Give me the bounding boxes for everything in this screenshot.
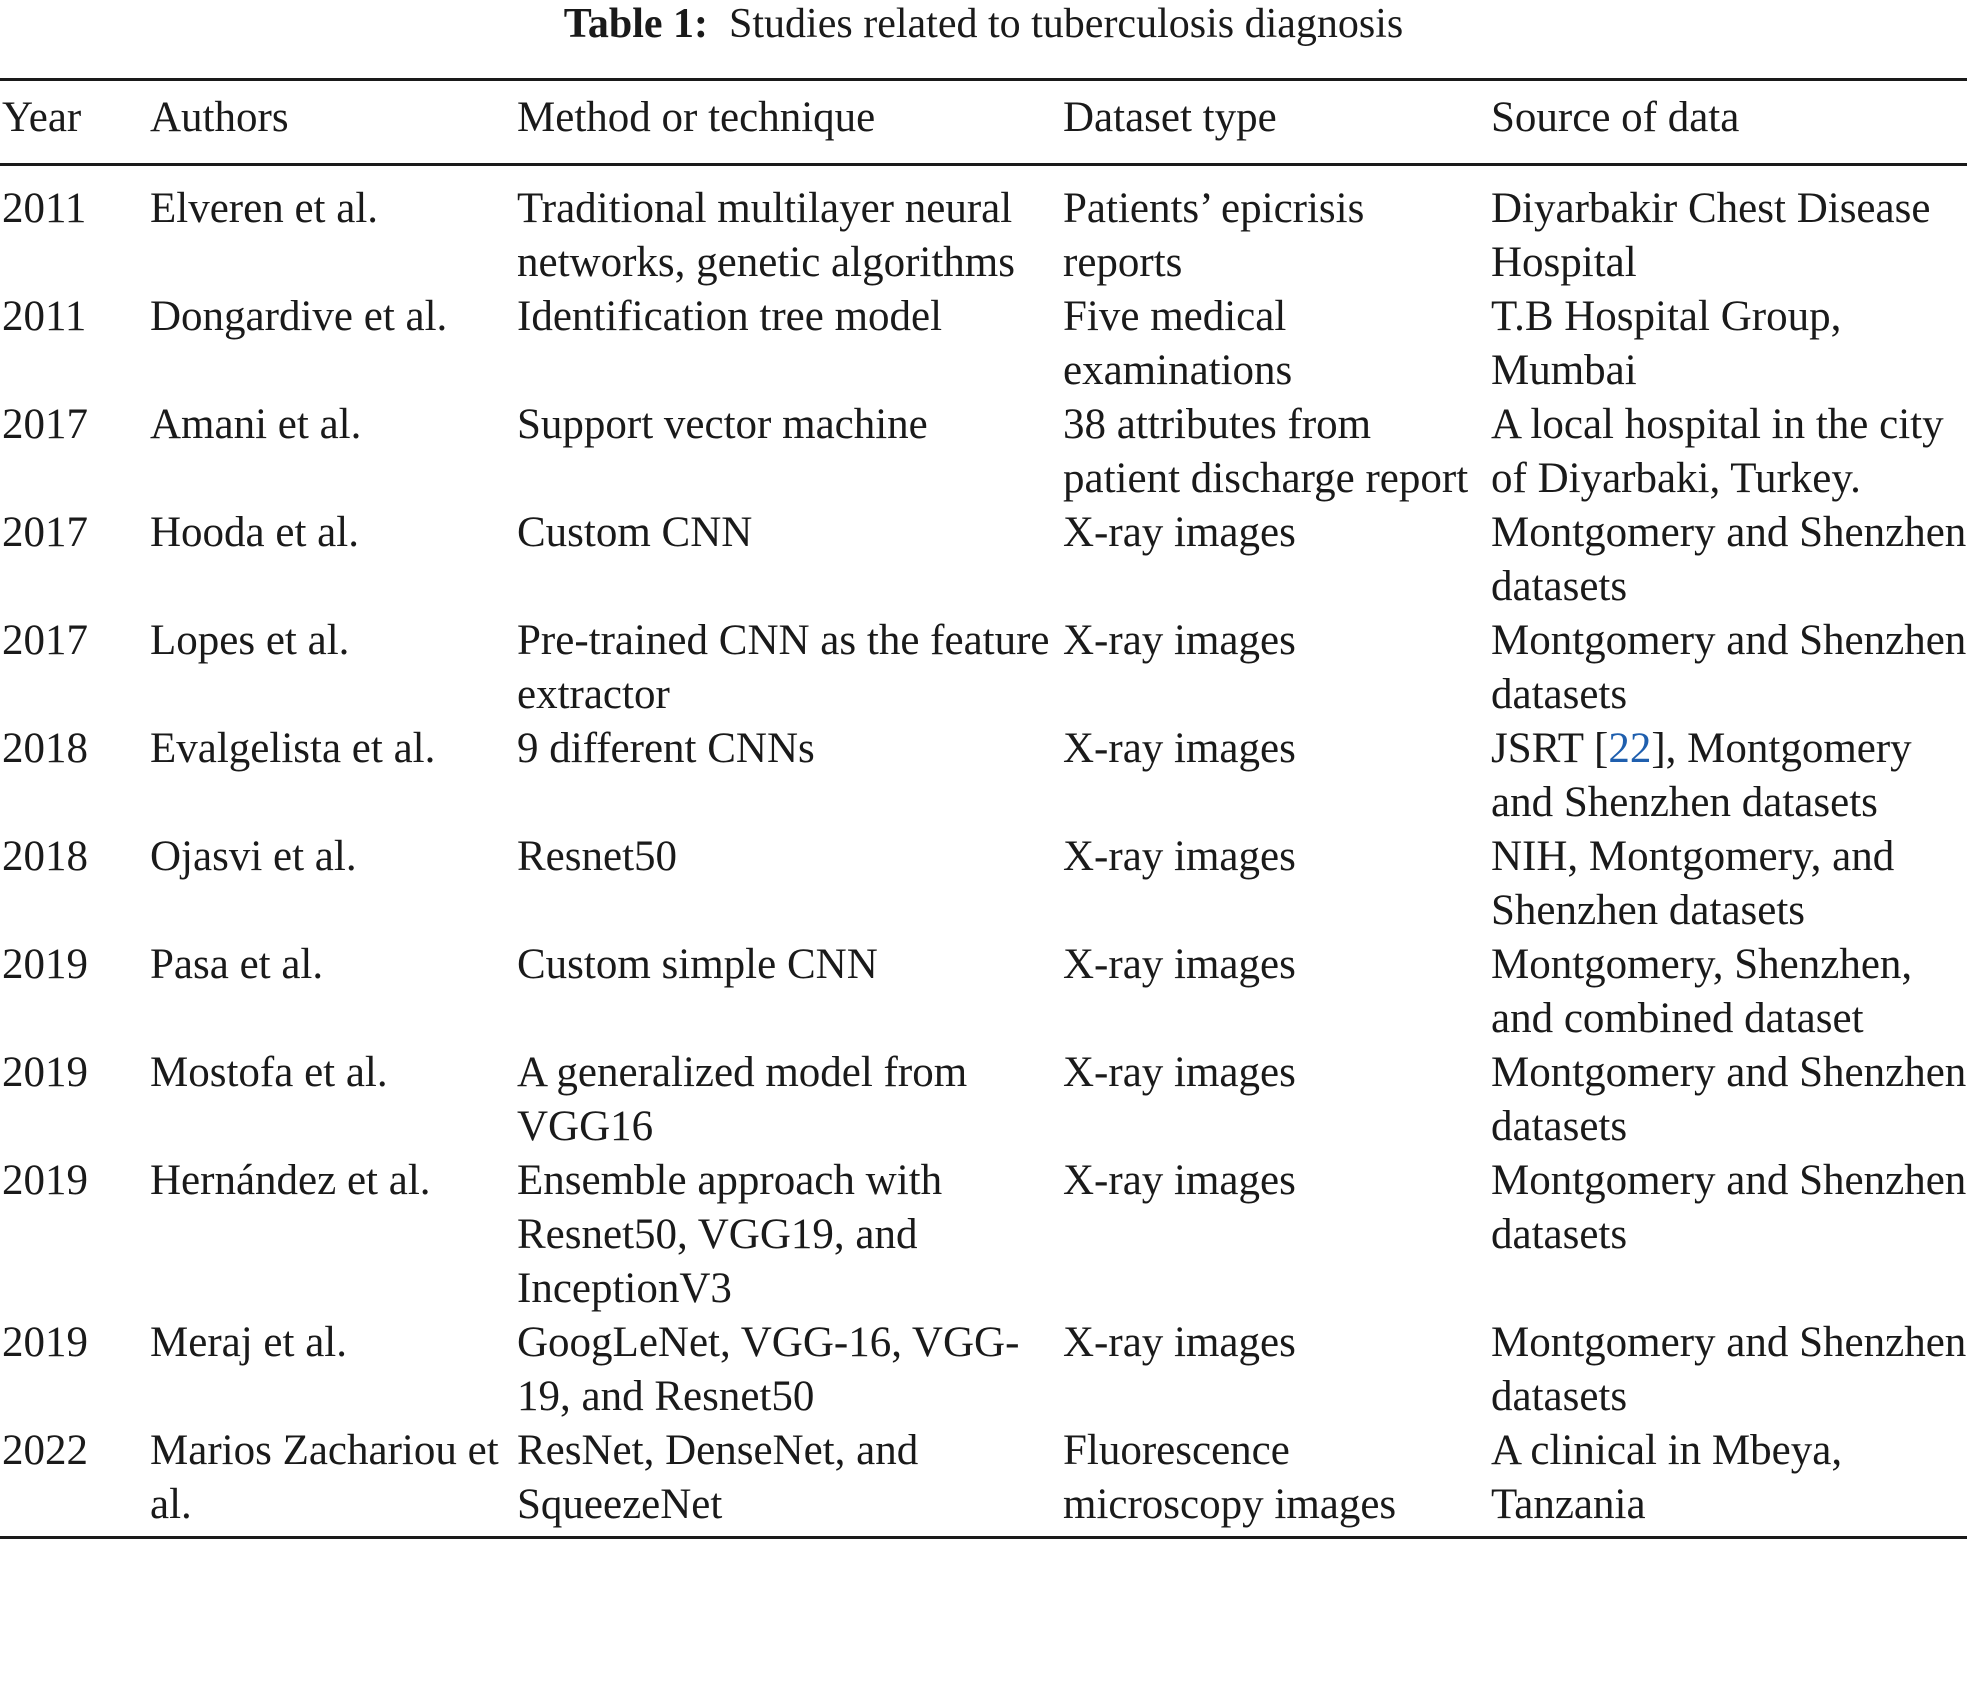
cell-year: 2017 — [2, 509, 88, 556]
cell-method: Identification tree model — [517, 293, 943, 340]
cell-authors: Meraj et al. — [150, 1319, 347, 1366]
cell-year: 2019 — [2, 1319, 88, 1366]
cell-year: 2011 — [2, 293, 87, 340]
cell-dataset: 38 attributes from patient discharge report — [1063, 401, 1469, 502]
column-header-year: Year — [2, 94, 82, 141]
cell-source: Montgomery and Shenzhen datasets — [1491, 509, 1967, 610]
cell-dataset: X-ray images — [1063, 1157, 1296, 1204]
cell-method: Resnet50 — [517, 833, 678, 880]
table-row — [0, 614, 1967, 722]
source-text-pre: JSRT [ — [1491, 725, 1609, 772]
studies-table — [0, 78, 1967, 1539]
column-header-authors: Authors — [150, 94, 289, 141]
table-row — [0, 830, 1967, 938]
table-row — [0, 1424, 1967, 1538]
cell-dataset: X-ray images — [1063, 833, 1296, 880]
cell-year: 2022 — [2, 1427, 88, 1474]
cell-authors: Evalgelista et al. — [150, 725, 436, 772]
table-row — [0, 506, 1967, 614]
cell-dataset: Patients’ epicrisis reports — [1063, 185, 1365, 286]
cell-authors: Dongardive et al. — [150, 293, 448, 340]
cell-dataset: X-ray images — [1063, 725, 1296, 772]
table-caption-text: Studies related to tuberculosis diagnosis — [729, 1, 1404, 47]
cell-authors: Lopes et al. — [150, 617, 350, 664]
cell-method: Ensemble approach with Resnet50, VGG19, and InceptionV3 — [517, 1157, 943, 1312]
cell-method: ResNet, DenseNet, and SqueezeNet — [517, 1427, 919, 1528]
table-row — [0, 1316, 1967, 1424]
cell-authors: Hernández et al. — [150, 1157, 431, 1204]
source-text-post: ], Montgomery and Shenzhen datasets — [1491, 725, 1912, 826]
cell-source: Montgomery, Shenzhen, and combined dataset — [1491, 941, 1913, 1042]
table-row — [0, 1046, 1967, 1154]
cell-method: Custom simple CNN — [517, 941, 878, 988]
cell-method: Custom CNN — [517, 509, 753, 556]
table-row — [0, 165, 1967, 291]
cell-dataset: X-ray images — [1063, 509, 1296, 556]
cell-authors: Amani et al. — [150, 401, 362, 448]
cell-year: 2018 — [2, 725, 88, 772]
cell-method: A generalized model from VGG16 — [517, 1049, 968, 1150]
cell-dataset: Five medical examinations — [1063, 293, 1293, 394]
table-row — [0, 722, 1967, 830]
cell-dataset: X-ray images — [1063, 1319, 1296, 1366]
citation-link[interactable]: 22 — [1608, 725, 1652, 772]
cell-method: Support vector machine — [517, 401, 928, 448]
cell-source: A clinical in Mbeya, Tanzania — [1491, 1427, 1843, 1528]
cell-source: Diyarbakir Chest Disease Hospital — [1491, 185, 1931, 286]
cell-source: Montgomery and Shenzhen datasets — [1491, 1157, 1967, 1258]
table-row — [0, 938, 1967, 1046]
cell-authors: Hooda et al. — [150, 509, 359, 556]
cell-method: 9 different CNNs — [517, 725, 815, 772]
table-caption — [0, 0, 1967, 48]
cell-year: 2011 — [2, 185, 87, 232]
cell-authors: Pasa et al. — [150, 941, 324, 988]
cell-year: 2017 — [2, 617, 88, 664]
column-header-dataset: Dataset type — [1063, 94, 1277, 141]
cell-authors: Ojasvi et al. — [150, 833, 357, 880]
cell-source: A local hospital in the city of Diyarbaki, Turkey. — [1491, 401, 1944, 502]
cell-dataset: X-ray images — [1063, 941, 1296, 988]
cell-source: T.B Hospital Group, Mumbai — [1491, 293, 1842, 394]
cell-year: 2019 — [2, 941, 88, 988]
cell-method: GoogLeNet, VGG-16, VGG-19, and Resnet50 — [517, 1319, 1020, 1420]
cell-year: 2018 — [2, 833, 88, 880]
table-row — [0, 398, 1967, 506]
cell-dataset: Fluorescence microscopy images — [1063, 1427, 1397, 1528]
cell-dataset: X-ray images — [1063, 617, 1296, 664]
cell-method: Pre-trained CNN as the feature extractor — [517, 617, 1050, 718]
table-header-row — [0, 80, 1967, 165]
cell-year: 2019 — [2, 1049, 88, 1096]
cell-authors: Marios Zachariou et al. — [150, 1427, 499, 1528]
cell-source: Montgomery and Shenzhen datasets — [1491, 1319, 1967, 1420]
cell-method: Traditional multilayer neural networks, genetic algorithms — [517, 185, 1015, 286]
cell-source — [1491, 722, 1967, 830]
cell-year: 2019 — [2, 1157, 88, 1204]
cell-source: NIH, Montgomery, and Shenzhen datasets — [1491, 833, 1895, 934]
column-header-method: Method or technique — [517, 94, 876, 141]
cell-source: Montgomery and Shenzhen datasets — [1491, 1049, 1967, 1150]
cell-dataset: X-ray images — [1063, 1049, 1296, 1096]
table-row — [0, 290, 1967, 398]
column-header-source: Source of data — [1491, 94, 1740, 141]
cell-authors: Mostofa et al. — [150, 1049, 388, 1096]
cell-authors: Elveren et al. — [150, 185, 379, 232]
table-caption-label: Table 1: — [563, 1, 709, 47]
cell-year: 2017 — [2, 401, 88, 448]
cell-source: Montgomery and Shenzhen datasets — [1491, 617, 1967, 718]
table-row — [0, 1154, 1967, 1316]
